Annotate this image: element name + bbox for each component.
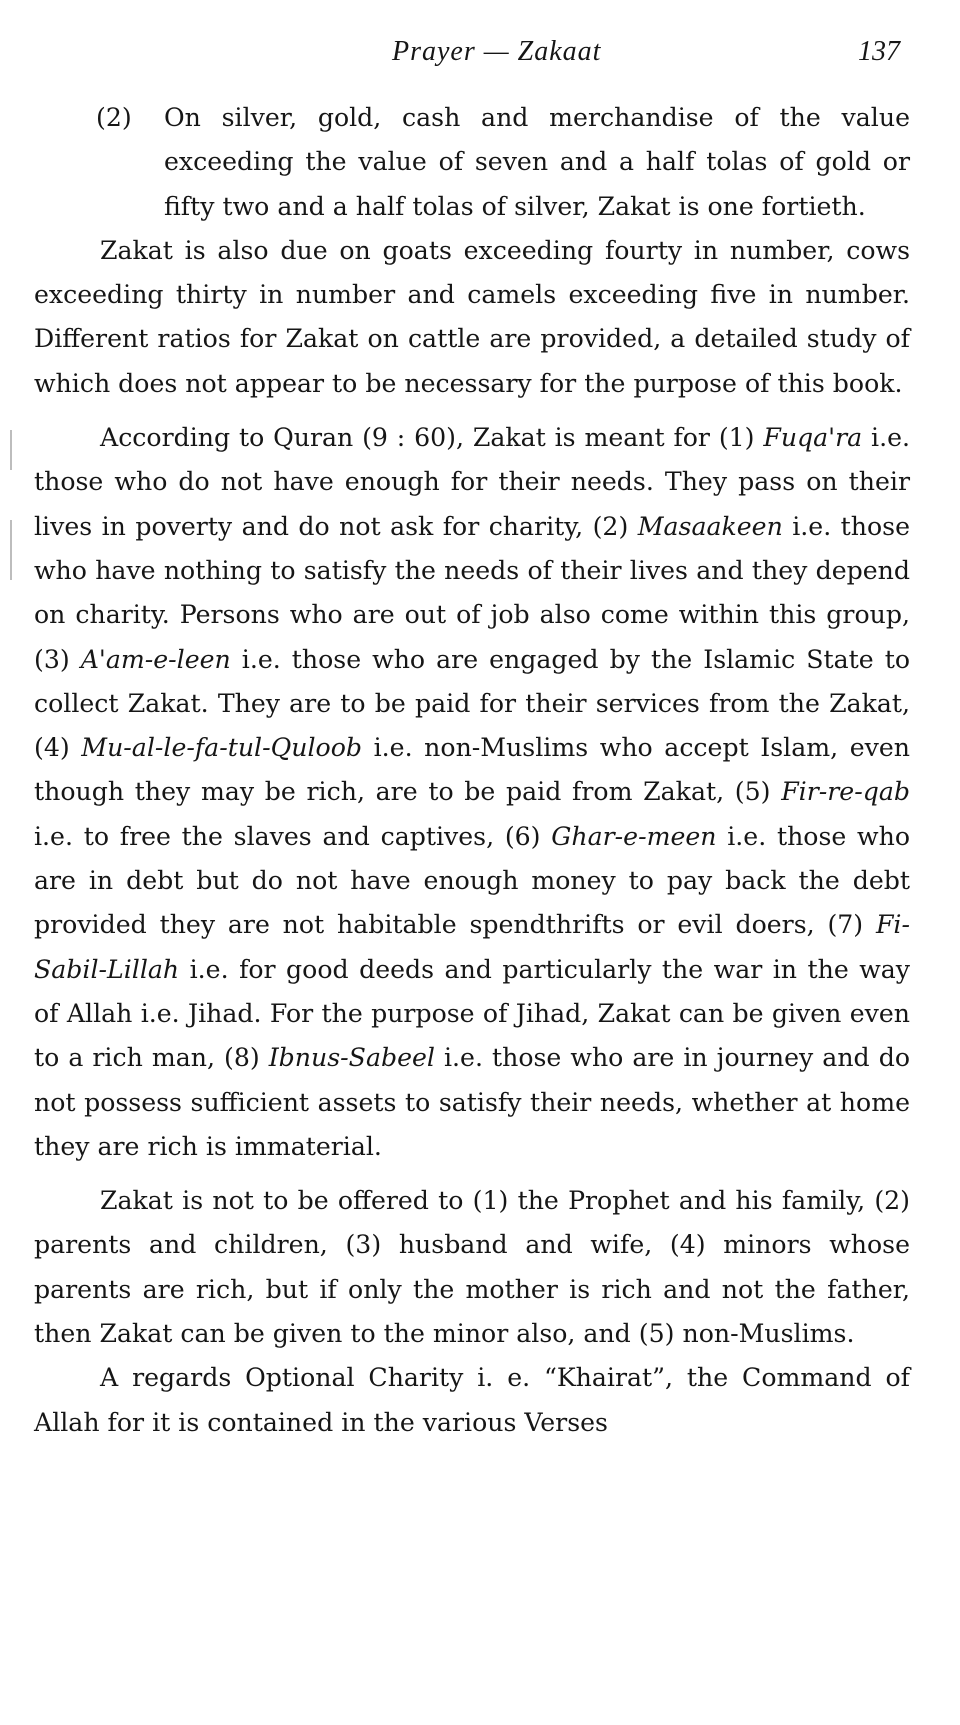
scan-edge-mark — [10, 520, 12, 580]
term-ibnus-sabeel: Ibnus-Sabeel — [268, 1043, 435, 1073]
scan-edge-mark — [10, 430, 12, 470]
text-run: i.e. non-Muslims who accept Islam, even though they may be rich, are to be paid from Zakat, (5) — [34, 733, 910, 807]
text-run: According to Quran (9 : 60), Zakat is meant for (1) — [100, 423, 764, 453]
page-header — [0, 32, 960, 72]
page-number: 137 — [858, 36, 900, 67]
term-ghar-e-meen: Ghar-e-meen — [551, 821, 717, 851]
paragraph-not-offered — [34, 1179, 910, 1356]
list-item-number: (2) — [96, 103, 132, 132]
term-fi-sabil-lillah: Fi-Sabil-Lillah — [34, 910, 910, 984]
paragraph-gap — [34, 1169, 910, 1179]
text-run: i.e. those who are in journey and do not possess sufficient assets to satisfy their needs, whether at home they are rich is immaterial. — [34, 1043, 910, 1161]
paragraph-text: Zakat is not to be offered to (1) the Prophet and his family, (2) parents and children, (3) husband and wife, (4) minors whose parents are rich, but if only the mother is rich and not the father, then Zakat can be given to the minor also, and (5) non-Muslims. — [34, 1186, 910, 1349]
text-run: i.e. those who have nothing to satisfy the needs of their lives and they depend on charity. Persons who are out of job also come within this group, (3) — [34, 511, 910, 674]
paragraph-livestock — [34, 229, 910, 406]
term-aameleen: A'am-e-leen — [80, 644, 231, 674]
list-item — [34, 96, 910, 229]
text-run: i.e. those who do not have enough for their needs. They pass on their lives in poverty and do not ask for charity, (2) — [34, 423, 910, 541]
text-run: i.e. to free the slaves and captives, (6) — [34, 821, 552, 851]
text-run: i.e. those who are in debt but do not have enough money to pay back the debt provided they are not habitable spendthrifts or evil doers, (7) — [34, 821, 910, 940]
page-body — [34, 96, 910, 1445]
term-fuqara: Fuqa'ra — [763, 423, 863, 453]
paragraph-text: Zakat is also due on goats exceeding fourty in number, cows exceeding thirty in number and camels exceeding five in number. Different ratios for Zakat on cattle are provided, a detailed study of which does not appear to be necessary for the purpose of this book. — [34, 235, 910, 398]
paragraph-optional-charity — [34, 1356, 910, 1445]
paragraph-recipients — [34, 416, 910, 1169]
paragraph-text: A regards Optional Charity i. e. “Khairat”, the Command of Allah for it is contained in the various Verses — [34, 1363, 910, 1437]
list-item-text: On silver, gold, cash and merchandise of the value exceeding the value of seven and a half tolas of gold or fifty two and a half tolas of silver, Zakat is one fortieth. — [164, 103, 910, 221]
text-run: i.e. those who are engaged by the Islamic State to collect Zakat. They are to be paid for their services from the Zakat, (4) — [34, 644, 911, 763]
term-mualle-fatul-quloob: Mu-al-le-fa-tul-Quloob — [81, 733, 362, 763]
text-run: i.e. for good deeds and particularly the war in the way of Allah i.e. Jihad. For the purpose of Jihad, Zakat can be given even to a rich man, (8) — [34, 954, 910, 1073]
paragraph-gap — [34, 406, 910, 416]
running-title: Prayer — Zakaat — [392, 36, 602, 67]
term-fir-re-qab: Fir-re-qab — [781, 777, 910, 807]
term-masaakeen: Masaakeen — [637, 511, 783, 541]
